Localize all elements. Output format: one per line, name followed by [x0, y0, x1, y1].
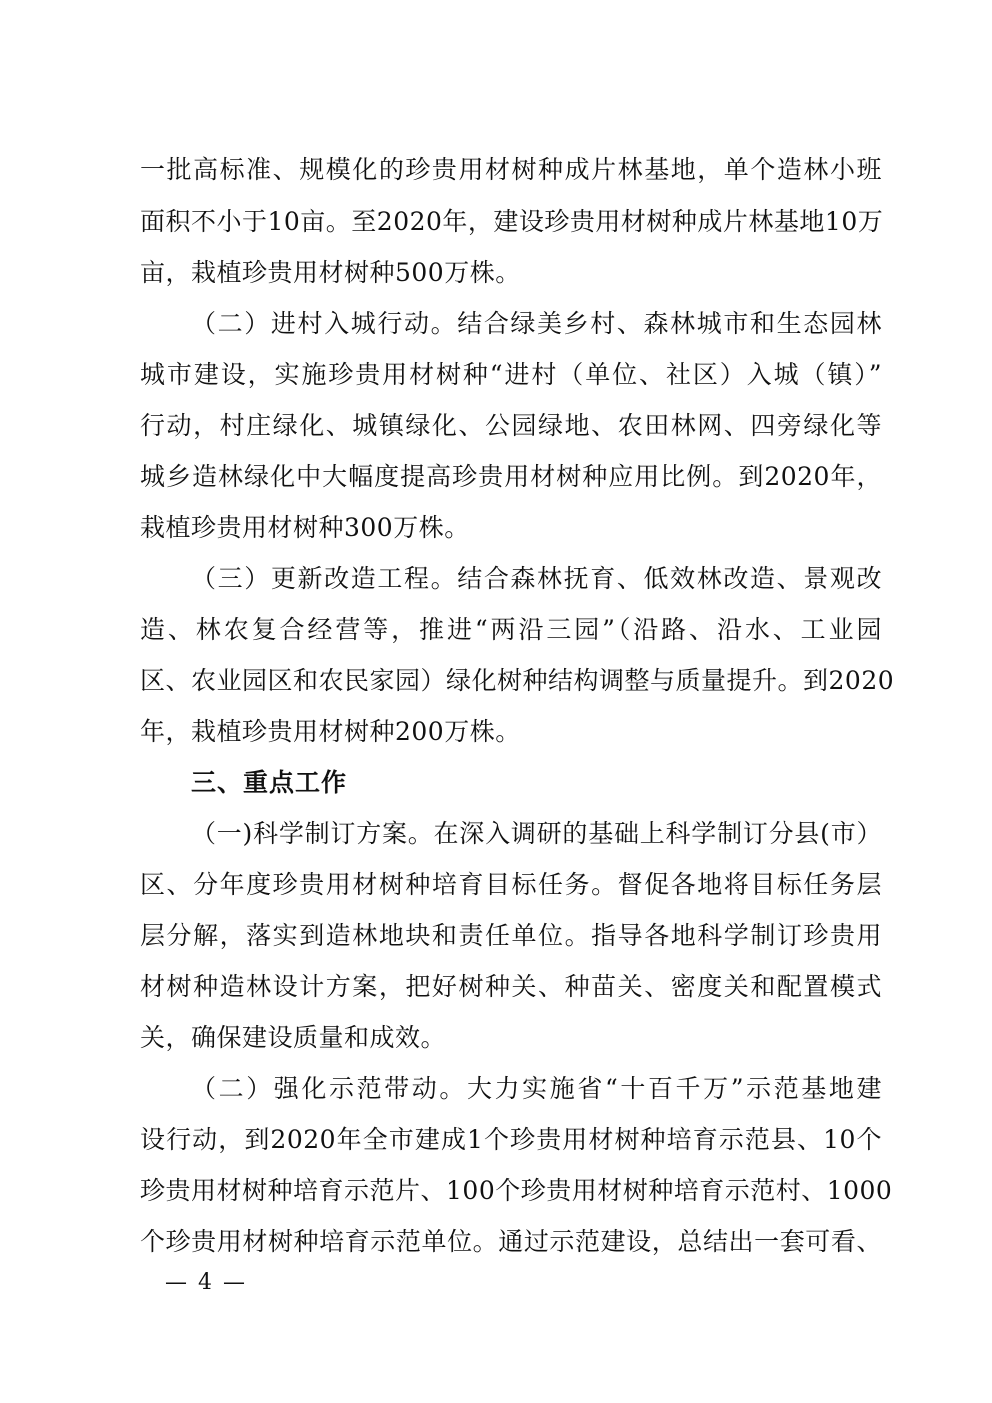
- paragraph-start-line: （三）更新改造工程。结合森林抚育、低效林改造、景观改: [191, 564, 882, 593]
- text-line: 一批高标准、规模化的珍贵用材树种成片林基地，单个造林小班: [140, 155, 882, 184]
- text-line: 年，栽植珍贵用材树种200万株。: [140, 717, 521, 746]
- text-line: 行动，村庄绿化、城镇绿化、公园绿地、农田林网、四旁绿化等: [140, 411, 882, 440]
- text-line: 区、农业园区和农民家园）绿化树种结构调整与质量提升。到2020: [140, 666, 895, 695]
- text-line: 关，确保建设质量和成效。: [140, 1023, 447, 1052]
- text-line: 造、林农复合经营等，推进“两沿三园”（沿路、沿水、工业园: [140, 615, 882, 644]
- paragraph-start-line: （二）进村入城行动。结合绿美乡村、森林城市和生态园林: [191, 309, 882, 338]
- text-line: 设行动，到2020年全市建成1个珍贵用材树种培育示范县、10个: [140, 1125, 882, 1154]
- text-line: 层分解，落实到造林地块和责任单位。指导各地科学制订珍贵用: [140, 921, 882, 950]
- paragraph-start-line: （一)科学制订方案。在深入调研的基础上科学制订分县(市）: [191, 819, 882, 848]
- text-line: 珍贵用材树种培育示范片、100个珍贵用材树种培育示范村、1000: [140, 1176, 893, 1205]
- text-line: 城市建设，实施珍贵用材树种“进村（单位、社区）入城（镇）”: [140, 360, 882, 389]
- text-line: 区、分年度珍贵用材树种培育目标任务。督促各地将目标任务层: [140, 870, 882, 899]
- text-line: 栽植珍贵用材树种300万株。: [140, 513, 470, 542]
- paragraph-start-line: （二）强化示范带动。大力实施省“十百千万”示范基地建: [191, 1074, 882, 1103]
- text-line: 面积不小于10亩。至2020年，建设珍贵用材树种成片林基地10万: [140, 207, 884, 236]
- text-line: 城乡造林绿化中大幅度提高珍贵用材树种应用比例。到2020年，: [140, 462, 882, 491]
- section-heading: 三、重点工作: [191, 768, 348, 797]
- text-line: 个珍贵用材树种培育示范单位。通过示范建设，总结出一套可看、: [140, 1227, 882, 1256]
- page-number: — 4 —: [165, 1270, 247, 1295]
- text-line: 亩，栽植珍贵用材树种500万株。: [140, 258, 521, 287]
- text-line: 材树种造林设计方案，把好树种关、种苗关、密度关和配置模式: [140, 972, 882, 1001]
